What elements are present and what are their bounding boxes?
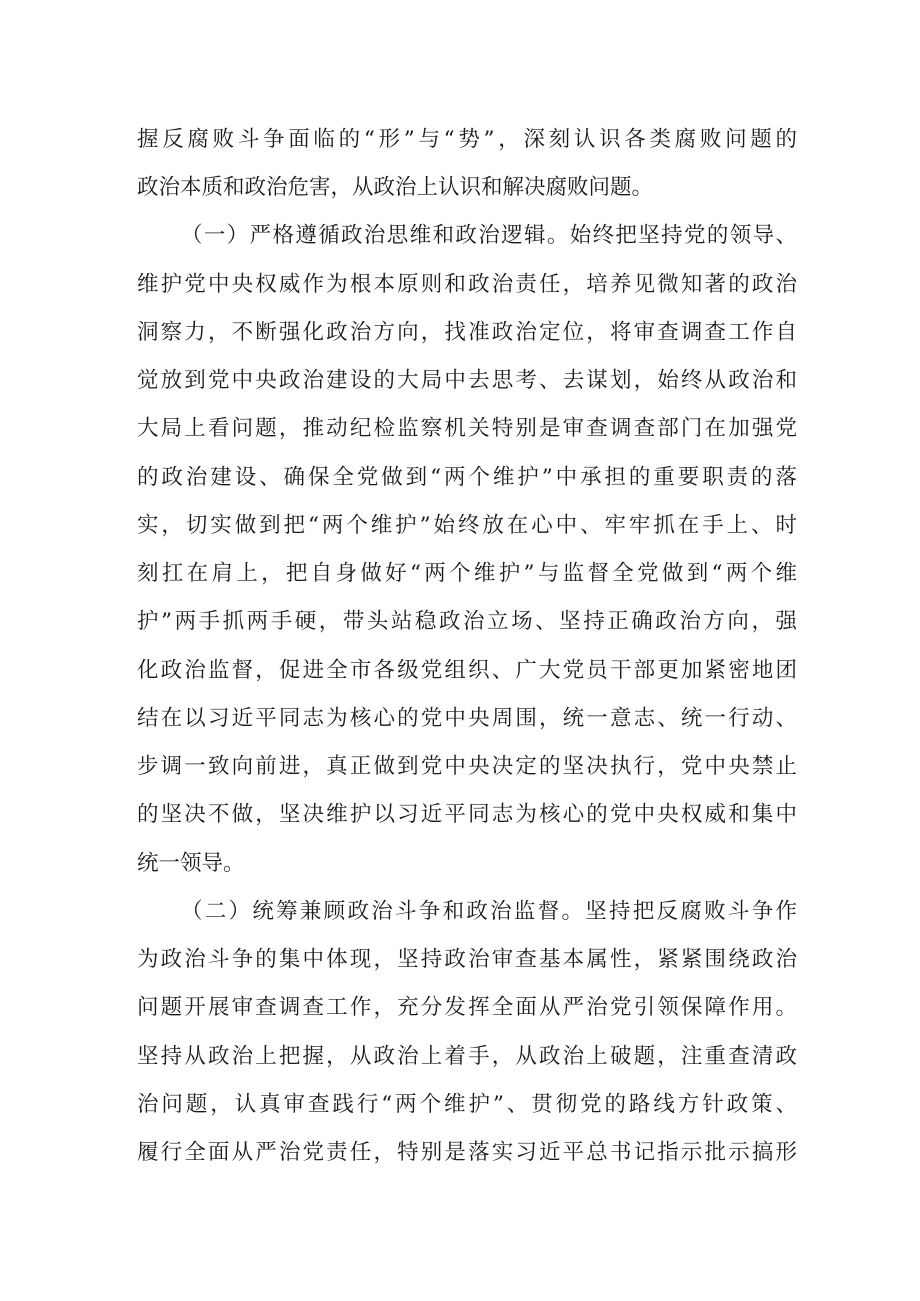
text-line: 实，切实做到把“两个维护”始终放在心中、牢牢抓在手上、时 (137, 513, 797, 538)
text-line: 的政治建设、确保全党做到“两个维护”中承担的重要职责的落 (137, 465, 797, 490)
section-heading-line: （二）统筹兼顾政治斗争和政治监督。坚持把反腐败斗争作 (181, 899, 797, 924)
text-line: 大局上看问题，推动纪检监察机关特别是审查调查部门在加强党 (137, 416, 797, 441)
text-line: 问题开展审查调查工作，充分发挥全面从严治党引领保障作用。 (137, 995, 797, 1020)
text-line: 维护党中央权威作为根本原则和政治责任，培养见微知著的政治 (137, 272, 797, 297)
text-line: 为政治斗争的集中体现，坚持政治审查基本属性，紧紧围绕政治 (137, 947, 797, 972)
text-line: 护”两手抓两手硬，带头站稳政治立场、坚持正确政治方向，强 (137, 609, 797, 634)
text-line: 履行全面从严治党责任，特别是落实习近平总书记指示批示搞形 (137, 1140, 797, 1165)
text-line: 刻扛在肩上，把自身做好“两个维护”与监督全党做到“两个维 (137, 561, 797, 586)
text-line: 握反腐败斗争面临的“形”与“势”，深刻认识各类腐败问题的 (137, 127, 797, 152)
text-line: 坚持从政治上把握，从政治上着手，从政治上破题，注重查清政 (137, 1044, 797, 1069)
section-heading-line: （一）严格遵循政治思维和政治逻辑。始终把坚持党的领导、 (181, 223, 797, 248)
text-line: 觉放到党中央政治建设的大局中去思考、去谋划，始终从政治和 (137, 368, 797, 393)
text-line: 洞察力，不断强化政治方向，找准政治定位，将审查调查工作自 (137, 320, 797, 345)
text-line: 的坚决不做，坚决维护以习近平同志为核心的党中央权威和集中 (137, 802, 797, 827)
text-line: 治问题，认真审查践行“两个维护”、贯彻党的路线方针政策、 (137, 1092, 797, 1117)
text-line: 化政治监督，促进全市各级党组织、广大党员干部更加紧密地团 (137, 658, 797, 683)
text-line: 步调一致向前进，真正做到党中央决定的坚决执行，党中央禁止 (137, 754, 797, 779)
text-line: 统一领导。 (137, 851, 245, 876)
text-line: 结在以习近平同志为核心的党中央周围，统一意志、统一行动、 (137, 706, 797, 731)
text-line: 政治本质和政治危害，从政治上认识和解决腐败问题。 (137, 175, 654, 200)
